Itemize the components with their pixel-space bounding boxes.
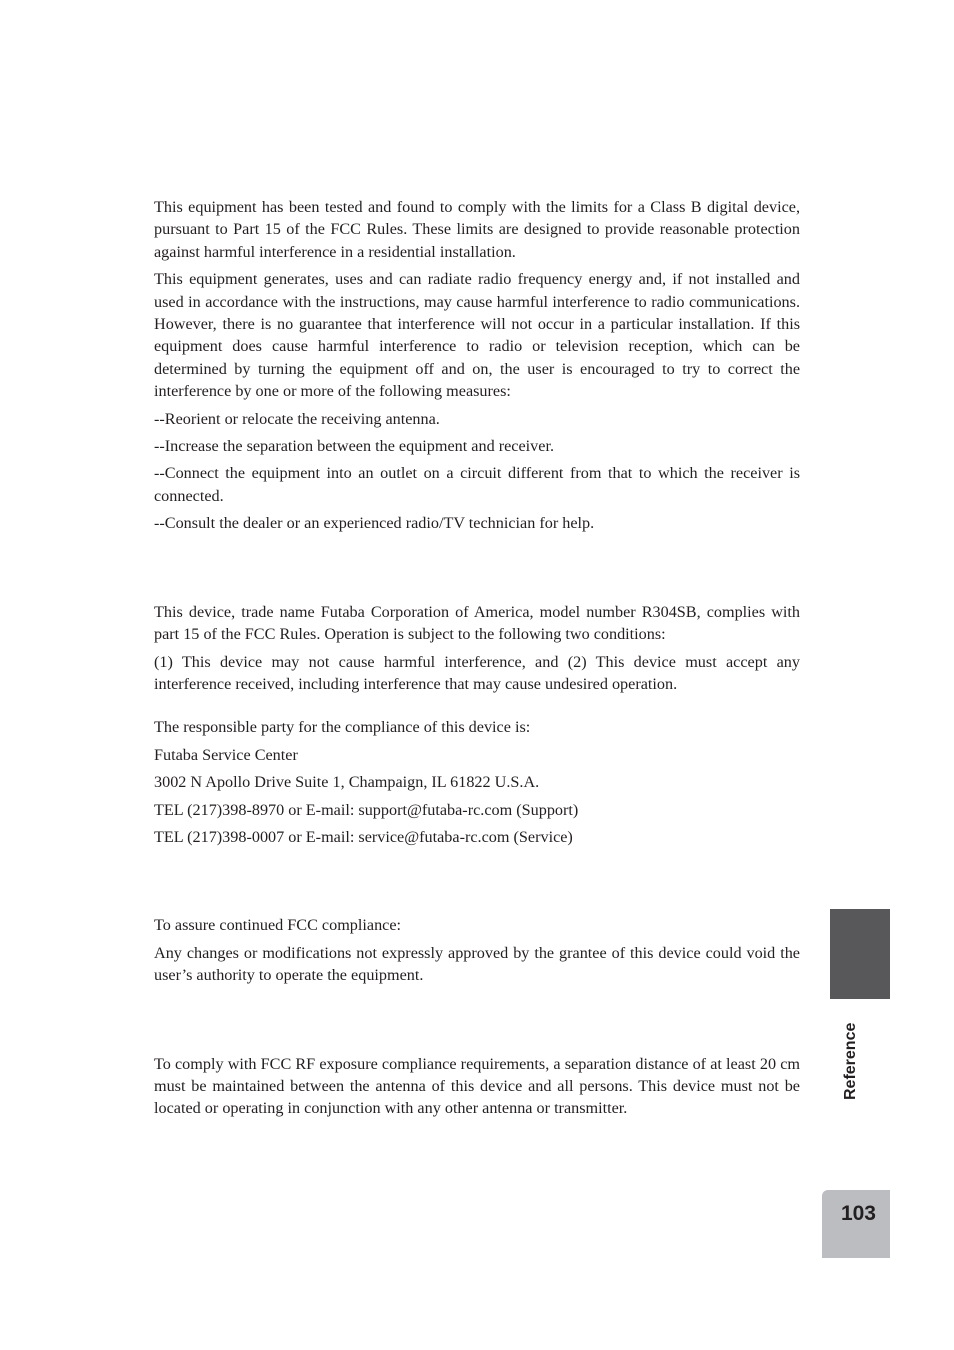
section-gap [154,700,800,716]
device-compliance-statement: This device, trade name Futaba Corporation of America, model number R304SB, complies with part 15 of the FCC Rules. Operation is subject to the following two conditions: [154,602,800,644]
support-contact: TEL (217)398-8970 or E-mail: support@futaba-rc.com (Support) [154,800,579,819]
class-b-statement: This equipment has been tested and found to comply with the limits for a Class B digital device, pursuant to Part 15 of the FCC Rules. These limits are designed to provide reasonable protection against harmful interference in a residential installation. [154,198,800,261]
section-gap [154,540,800,601]
section-tab-marker [830,909,890,999]
service-contact: TEL (217)398-0007 or E-mail: service@futaba-rc.com (Service) [154,827,573,846]
section-label: Reference [842,1022,859,1100]
section-gap [154,853,800,914]
responsible-party-address: 3002 N Apollo Drive Suite 1, Champaign, IL 61822 U.S.A. [154,773,540,792]
interference-statement: This equipment generates, uses and can radiate radio frequency energy and, if not installed and used in accordance with the instructions, may cause harmful interference to radio communications. However, there is no guarantee that interference will not occur in a particular installation. If this equipment does cause harmful interference to radio or television reception, which can be determined by turning the equipment off and on, the user is encouraged to try to correct the interference by one or more of the following measures: [154,270,800,401]
page-number-tab [822,1190,890,1258]
measure-reorient: --Reorient or relocate the receiving antenna. [154,409,440,428]
measure-separation: --Increase the separation between the equipment and receiver. [154,437,554,456]
continued-compliance-heading: To assure continued FCC compliance: [154,916,402,935]
responsible-party-name: Futaba Service Center [154,745,298,764]
page-content [154,196,800,1125]
rf-exposure-statement: To comply with FCC RF exposure compliance requirements, a separation distance of at least 20 cm must be maintained between the antenna of this device and all persons. This device must not be located or operating in conjunction with any other antenna or transmitter. [154,1054,800,1118]
responsible-party-intro: The responsible party for the compliance of this device is: [154,718,531,737]
measure-outlet: --Connect the equipment into an outlet on a circuit different from that to which the receiver is connected. [154,464,800,505]
page-number: 103 [840,1202,876,1225]
modification-warning: Any changes or modifications not expressly approved by the grantee of this device could void the user’s authority to operate the equipment. [154,943,800,985]
section-gap [154,992,800,1053]
device-conditions: (1) This device may not cause harmful interference, and (2) This device must accept any interference received, including interference that may cause undesired operation. [154,652,800,693]
measure-consult: --Consult the dealer or an experienced radio/TV technician for help. [154,514,595,533]
